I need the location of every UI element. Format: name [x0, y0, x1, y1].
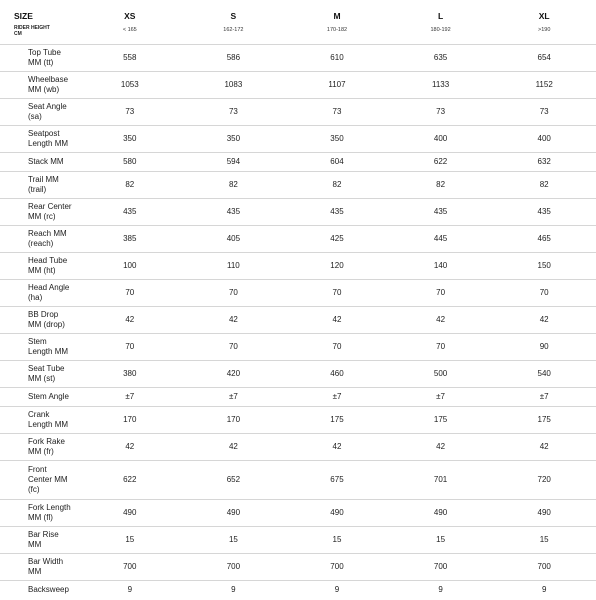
header-row [0, 0, 596, 45]
row-label-line: Wheelbase [28, 75, 69, 84]
cell-value: 490 [492, 500, 596, 527]
row-label-line: Head Tube [28, 256, 68, 265]
row-label-line: Rear Center [28, 202, 72, 211]
row-label [0, 500, 78, 527]
row-label [0, 199, 78, 226]
cell-value: 42 [182, 307, 286, 334]
row-label-line: (trail) [28, 185, 47, 194]
table-row [0, 334, 596, 361]
row-label-line: Crank [28, 410, 50, 419]
cell-value: 435 [78, 199, 182, 226]
size-header-xl [492, 0, 596, 45]
table-row [0, 99, 596, 126]
table-header [0, 0, 596, 45]
size-header-m [285, 0, 389, 45]
cell-value: 70 [492, 280, 596, 307]
row-label [0, 172, 78, 199]
row-label-line: Backsweep [28, 585, 69, 594]
cell-value: 9 [541, 585, 547, 594]
cell-value: 490 [389, 500, 493, 527]
row-label-line: Top Tube [28, 48, 61, 57]
row-label-line: Reach MM [28, 229, 67, 238]
cell-value: 42 [389, 434, 493, 461]
table-row [0, 500, 596, 527]
row-label-line: MM (drop) [28, 320, 65, 329]
row-label [0, 153, 78, 172]
row-label [0, 226, 78, 253]
cell-value: 150 [492, 253, 596, 280]
row-label-line: MM [28, 540, 42, 549]
table-row [0, 554, 596, 581]
cell-value: 380 [78, 361, 182, 388]
cell-value: 465 [492, 226, 596, 253]
size-name: XS [124, 11, 136, 21]
cell-value: 435 [182, 199, 286, 226]
row-label [0, 407, 78, 434]
row-label [0, 434, 78, 461]
table-row [0, 280, 596, 307]
row-label-line: Bar Rise [28, 530, 59, 539]
cell-value: 435 [285, 199, 389, 226]
cell-value: 490 [285, 500, 389, 527]
cell-value: 9 [231, 585, 236, 594]
cell-value: 15 [389, 527, 493, 554]
cell-value: 140 [389, 253, 493, 280]
cell-value: 540 [492, 361, 596, 388]
cell-value: 586 [182, 45, 286, 72]
row-label-line: Stack MM [28, 157, 64, 166]
row-label-line: (ha) [28, 293, 43, 302]
table-row [0, 361, 596, 388]
cell-value: 1107 [285, 72, 389, 99]
row-label-line: Stem Angle [28, 392, 69, 401]
row-label [0, 99, 78, 126]
row-label [0, 45, 78, 72]
cell-value: 170 [182, 407, 286, 434]
row-label-line: Center MM [28, 475, 68, 484]
cell-value: ±7 [182, 388, 286, 407]
row-label [0, 361, 78, 388]
row-label-line: Length MM [28, 139, 69, 148]
cell-value: ±7 [492, 388, 596, 407]
cell-value: 700 [78, 554, 182, 581]
cell-value: 82 [389, 172, 493, 199]
rider-height-range: 162-172 [223, 27, 244, 33]
row-label-line: MM (st) [28, 374, 56, 383]
cell-value: 175 [285, 407, 389, 434]
cell-value: 82 [78, 172, 182, 199]
cell-value: 1152 [492, 72, 596, 99]
cell-value: ±7 [285, 388, 389, 407]
cell-value: 700 [285, 554, 389, 581]
cell-value: 70 [182, 280, 286, 307]
cell-value: 70 [78, 280, 182, 307]
cell-value: 170 [78, 407, 182, 434]
row-label-line: (sa) [28, 112, 42, 121]
table-row [0, 253, 596, 280]
cell-value: 42 [285, 434, 389, 461]
table-row [0, 226, 596, 253]
cell-value: 42 [492, 307, 596, 334]
row-label [0, 461, 78, 500]
cell-value: 100 [78, 253, 182, 280]
cell-value: 700 [389, 554, 493, 581]
cell-value: 82 [182, 172, 286, 199]
cell-value: 558 [78, 45, 182, 72]
cell-value: 701 [389, 461, 493, 500]
cell-value: 675 [285, 461, 389, 500]
cell-value: 632 [492, 153, 596, 172]
table-row [0, 388, 596, 407]
cm-label: CM [14, 31, 22, 37]
cell-value: 82 [285, 172, 389, 199]
cell-value: 700 [492, 554, 596, 581]
cell-value: 445 [389, 226, 493, 253]
row-label [0, 253, 78, 280]
size-name: M [333, 11, 341, 21]
table-row [0, 434, 596, 461]
cell-value: 175 [492, 407, 596, 434]
cell-value: 70 [78, 334, 182, 361]
cell-value: 9 [438, 585, 443, 594]
cell-value: 82 [492, 172, 596, 199]
cell-value: 604 [285, 153, 389, 172]
cell-value: 654 [492, 45, 596, 72]
cell-value: 610 [285, 45, 389, 72]
table-row [0, 307, 596, 334]
row-label [0, 307, 78, 334]
cell-value: 350 [182, 126, 286, 153]
row-label-line: (fc) [28, 485, 40, 494]
row-label [0, 334, 78, 361]
row-label-line: MM (ht) [28, 266, 56, 275]
table-row [0, 172, 596, 199]
row-label-line: Fork Rake [28, 437, 65, 446]
cell-value: 70 [389, 280, 493, 307]
rider-height-label: RIDER HEIGHT [14, 25, 50, 31]
table-row [0, 72, 596, 99]
size-label: SIZE [14, 11, 33, 21]
size-name: XL [538, 11, 550, 21]
cell-value: 1053 [78, 72, 182, 99]
cell-value: 435 [389, 199, 493, 226]
row-label-line: Head Angle [28, 283, 70, 292]
row-label-line: MM (wb) [28, 85, 60, 94]
cell-value: 15 [285, 527, 389, 554]
row-label-line: Seat Tube [28, 364, 65, 373]
cell-value: 73 [182, 99, 286, 126]
cell-value: 42 [78, 307, 182, 334]
cell-value: 42 [492, 434, 596, 461]
size-header-xs [78, 0, 182, 45]
cell-value: 350 [78, 126, 182, 153]
row-label-line: MM [28, 567, 42, 576]
table-row [0, 581, 596, 600]
cell-value: 175 [389, 407, 493, 434]
cell-value: 73 [389, 99, 493, 126]
row-label-line: Bar Width [28, 557, 64, 566]
row-label-line: Trail MM [28, 175, 59, 184]
cell-value: 400 [492, 126, 596, 153]
rider-height-range: < 165 [122, 27, 137, 33]
cell-value: ±7 [389, 388, 493, 407]
cell-value: 652 [182, 461, 286, 500]
row-label [0, 554, 78, 581]
row-label [0, 72, 78, 99]
cell-value: 42 [182, 434, 286, 461]
cell-value: 15 [78, 527, 182, 554]
cell-value: 635 [389, 45, 493, 72]
cell-value: 70 [182, 334, 286, 361]
cell-value: 622 [389, 153, 493, 172]
row-label-line: MM (fl) [28, 513, 53, 522]
table-row [0, 199, 596, 226]
table-row [0, 153, 596, 172]
cell-value: 1133 [389, 72, 493, 99]
cell-value: 594 [182, 153, 286, 172]
cell-value: 73 [78, 99, 182, 126]
cell-value: 400 [389, 126, 493, 153]
table-body [0, 45, 596, 600]
cell-value: 425 [285, 226, 389, 253]
rider-height-range: 180-192 [430, 27, 451, 33]
cell-value: 9 [127, 585, 133, 594]
row-label-line: (reach) [28, 239, 54, 248]
cell-value: 15 [492, 527, 596, 554]
size-name: S [230, 11, 237, 21]
cell-value: 420 [182, 361, 286, 388]
cell-value: 70 [389, 334, 493, 361]
row-label-line: Fork Length [28, 503, 71, 512]
cell-value: 73 [285, 99, 389, 126]
cell-value: 720 [492, 461, 596, 500]
cell-value: 700 [182, 554, 286, 581]
rider-height-range: >190 [537, 27, 551, 33]
row-label [0, 280, 78, 307]
row-label-line: Length MM [28, 347, 69, 356]
cell-value: 120 [285, 253, 389, 280]
cell-value: 435 [492, 199, 596, 226]
cell-value: 350 [285, 126, 389, 153]
cell-value: 500 [389, 361, 493, 388]
row-label [0, 388, 78, 407]
table-row [0, 527, 596, 554]
cell-value: 70 [285, 334, 389, 361]
size-header-s [182, 0, 286, 45]
row-label-line: MM (fr) [28, 447, 54, 456]
row-label [0, 126, 78, 153]
cell-value: 90 [492, 334, 596, 361]
cell-value: 405 [182, 226, 286, 253]
row-label-line: MM (tt) [28, 58, 54, 67]
table-row [0, 407, 596, 434]
row-label-line: Seatpost [28, 129, 60, 138]
cell-value: 460 [285, 361, 389, 388]
rider-height-range: 170-182 [326, 27, 348, 33]
row-label-line: Seat Angle [28, 102, 67, 111]
cell-value: 110 [182, 253, 286, 280]
cell-value: 385 [78, 226, 182, 253]
cell-value: 1083 [182, 72, 286, 99]
cell-value: 70 [285, 280, 389, 307]
cell-value: 42 [78, 434, 182, 461]
size-column-header [0, 0, 78, 45]
row-label [0, 527, 78, 554]
table-row [0, 126, 596, 153]
cell-value: 622 [78, 461, 182, 500]
table-row [0, 461, 596, 500]
table-row [0, 45, 596, 72]
row-label-line: MM (rc) [28, 212, 56, 221]
cell-value: 490 [182, 500, 286, 527]
row-label [0, 581, 78, 600]
cell-value: 580 [78, 153, 182, 172]
cell-value: 9 [334, 585, 340, 594]
size-header-l [389, 0, 493, 45]
cell-value: 490 [78, 500, 182, 527]
row-label-line: BB Drop [28, 310, 59, 319]
cell-value: ±7 [78, 388, 182, 407]
cell-value: 73 [492, 99, 596, 126]
row-label-line: Stem [28, 337, 47, 346]
cell-value: 42 [389, 307, 493, 334]
cell-value: 42 [285, 307, 389, 334]
row-label-line: Front [28, 465, 47, 474]
row-label-line: Length MM [28, 420, 69, 429]
cell-value: 15 [182, 527, 286, 554]
size-name: L [437, 11, 444, 21]
